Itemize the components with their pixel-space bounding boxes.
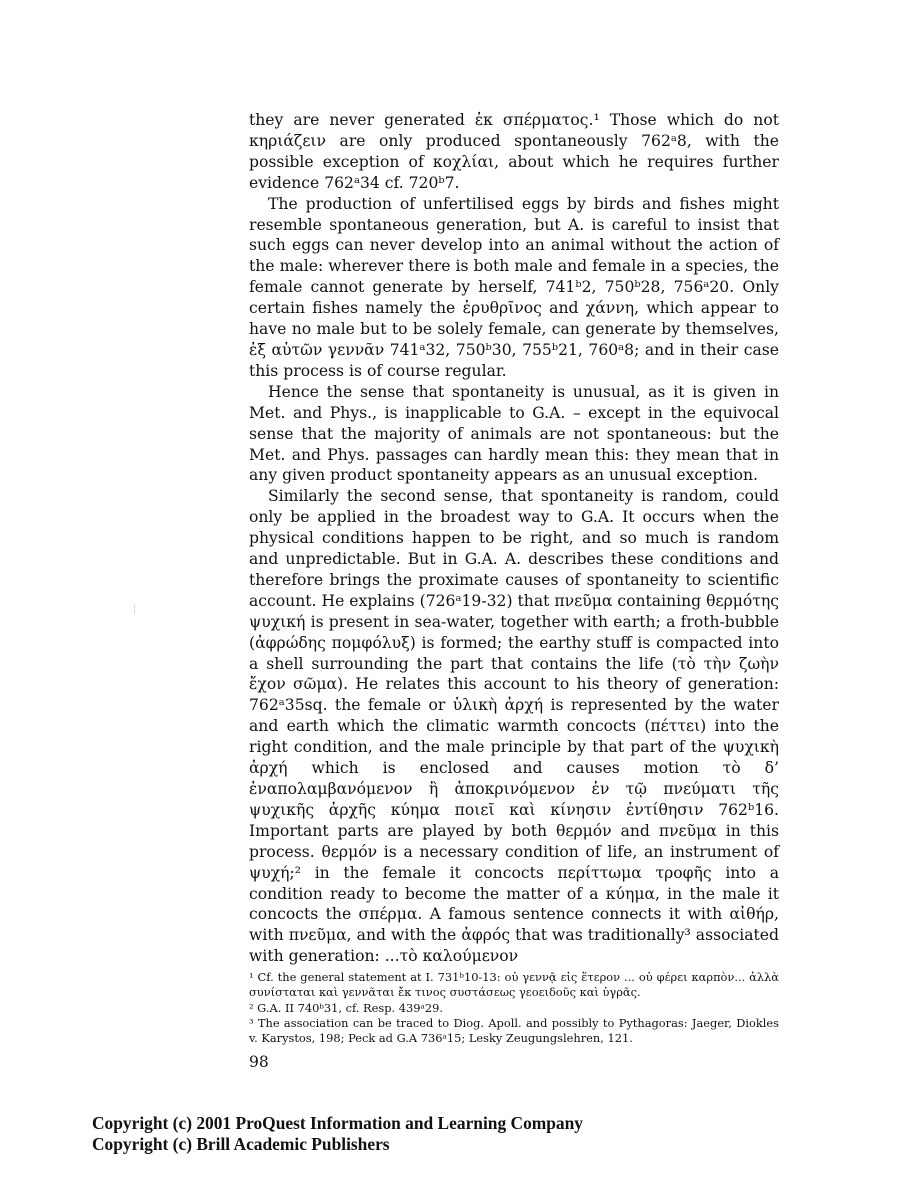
paragraph-2: The production of unfertilised eggs by birds and fishes might resemble spontaneous generation, but A. is careful to insist that such eggs can never develop into an animal without the action of the male: wherever there is both male and female in a species, the female cannot generate by herself, 741ᵇ2, 750ᵇ28, 756ᵃ20. Only certain fishes namely the ἐρυθρῖνος and χάννη, which appear to have no male but to be solely female, can generate by themselves, ἐξ αὑτῶν γεννᾶν 741ᵃ32, 750ᵇ30, 755ᵇ21, 760ᵃ8; and in their case this process is of course regular. xyxy=(249,194,779,380)
scan-artifact xyxy=(134,604,135,614)
paragraph-3: Hence the sense that spontaneity is unusual, as it is given in Met. and Phys., is inapplicable to G.A. – except in the equivocal sense that the majority of animals are not spontaneous: but the Met. and Phys. passages can hardly mean this: they mean that in any given product spontaneity appears as an unusual exception. xyxy=(249,382,779,485)
footnote-2: ² G.A. II 740ᵇ31, cf. Resp. 439ᵃ29. xyxy=(249,1000,443,1015)
copyright-line-1: Copyright (c) 2001 ProQuest Information and Learning Company xyxy=(92,1113,583,1133)
page-number: 98 xyxy=(249,1053,269,1072)
paragraph-1: they are never generated ἐκ σπέρματος.¹ Those which do not κηριάζειν are only produced spontaneously 762ᵃ8, with the possible exception of κοχλίαι, about which he requires further evidence 762ᵃ34 cf. 720ᵇ7. xyxy=(249,111,779,192)
footnotes xyxy=(249,970,779,1046)
footnote-3: ³ The association can be traced to Diog. Apoll. and possibly to Pythagoras: Jaeger, Diokles v. Karystos, 198; Peck ad G.A 736ᵃ15; Lesky Zeugungslehren, 121. xyxy=(249,1015,779,1045)
body-text xyxy=(249,110,779,1072)
footnote-1: ¹ Cf. the general statement at I. 731ᵇ10-13: οὐ γεννᾷ εἰς ἕτερον ... οὐ φέρει καρπὸν... ἀλλὰ συνίσταται καὶ γεννᾶται ἔκ τινος συστάσεως γεοειδοῦς καὶ ὑγρᾶς. xyxy=(249,970,779,1000)
copyright-line-2: Copyright (c) Brill Academic Publishers xyxy=(92,1133,390,1154)
paragraph-4: Similarly the second sense, that spontaneity is random, could only be applied in the broadest way to G.A. It occurs when the physical conditions happen to be right, and so much is random and unpredictable. But in G.A. A. describes these conditions and therefore brings the proximate causes of spontaneity to scientific account. He explains (726ᵃ19-32) that πνεῦμα containing θερμότης ψυχική is present in sea-water, together with earth; a froth-bubble (ἀφρώδης πομφόλυξ) is formed; the earthy stuff is compacted into a shell surrounding the part that contains the life (τὸ τὴν ζωὴν ἔχον σῶμα). He relates this account to his theory of generation: 762ᵃ35sq. the female or ὑλικὴ ἀρχή is represented by the water and earth which the climatic warmth concocts (πέττει) into the right condition, and the male principle by that part of the ψυχικὴ ἀρχή which is enclosed and causes motion τὸ δ’ ἐναπολαμβανόμενον ἢ ἀποκρινόμενον ἐν τῷ πνεύματι τῆς ψυχικῆς ἀρχῆς κύημα ποιεῖ καὶ κίνησιν ἐντίθησιν 762ᵇ16. Important parts are played by both θερμόν and πνεῦμα in this process. θερμόν is a necessary condition of life, an instrument of ψυχή;² in the female it concocts περίττωμα τροφῆς into a condition ready to become the matter of a κύημα, in the male it concocts the σπέρμα. A famous sentence connects it with αἰθήρ, with πνεῦμα, and with the ἀφρός that was traditionally³ associated with generation: ...τὸ καλούμενον xyxy=(249,487,779,966)
copyright-notice xyxy=(92,1113,792,1154)
